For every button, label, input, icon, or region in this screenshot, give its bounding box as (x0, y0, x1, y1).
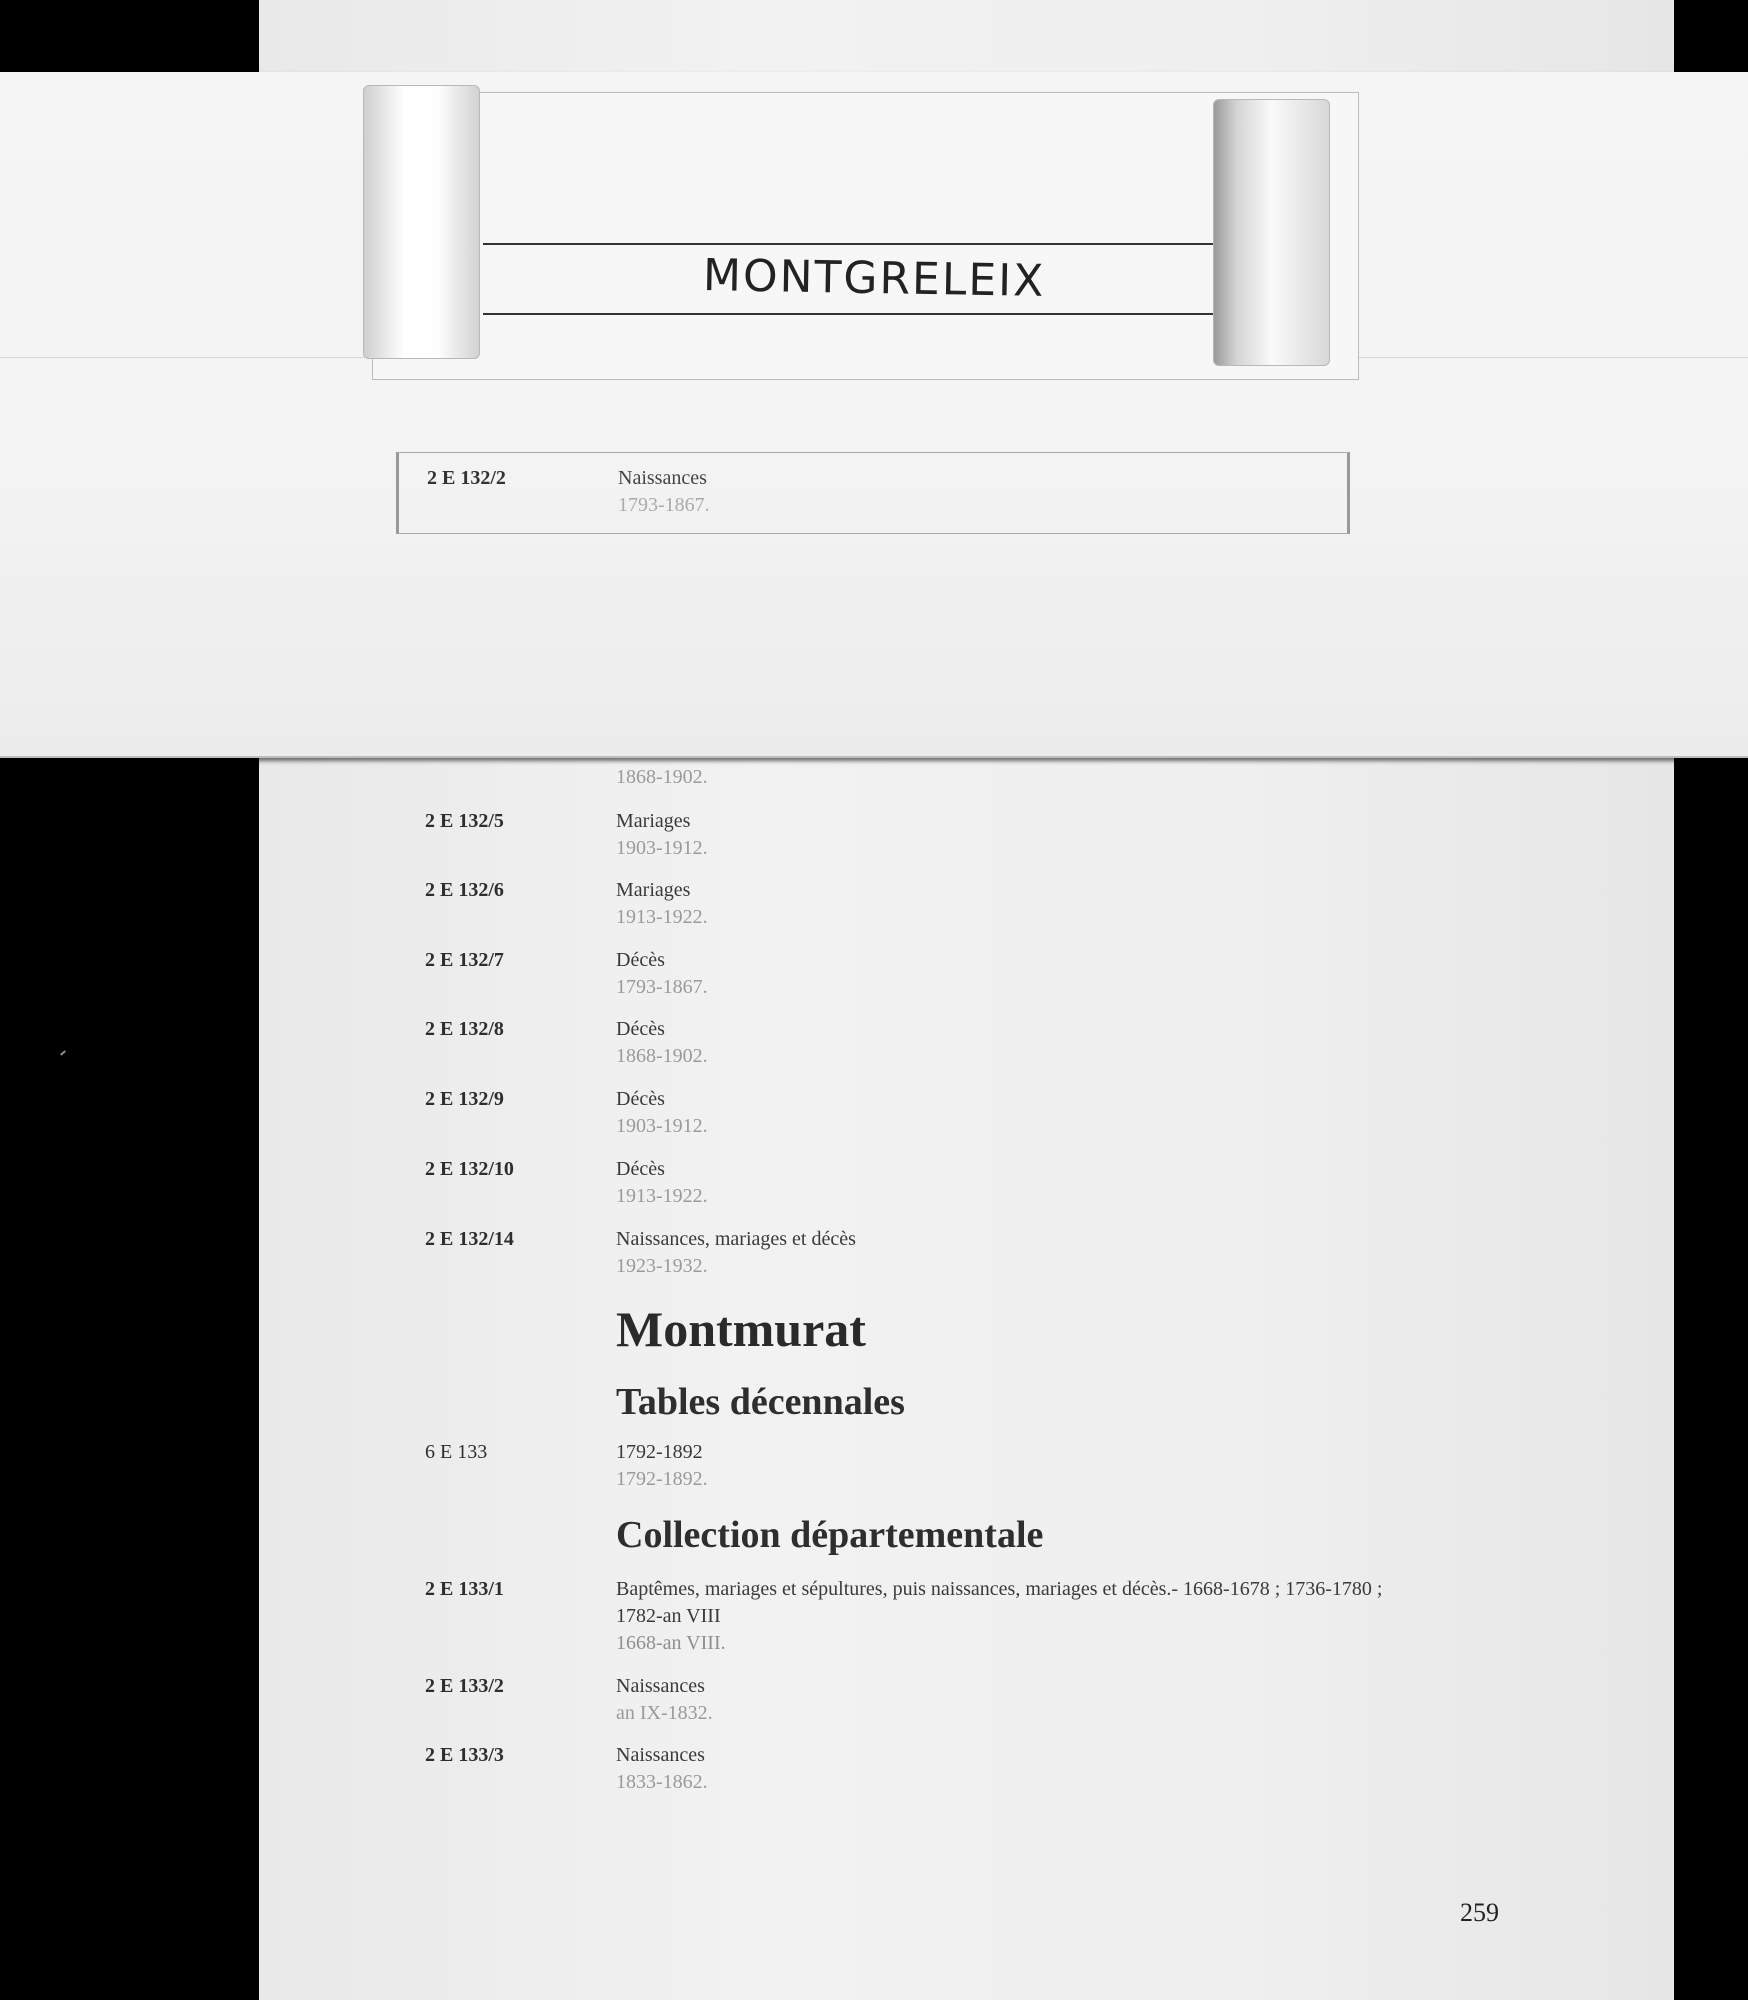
record-code: 2 E 132/5 (425, 810, 504, 832)
tape-left (363, 85, 480, 359)
record-date: 1913-1922. (616, 1185, 708, 1207)
record-code: 2 E 133/1 (425, 1578, 504, 1600)
partial-record-date: 1868-1902. (616, 766, 708, 788)
record-code: 2 E 132/9 (425, 1088, 504, 1110)
dust-speck (60, 1050, 66, 1055)
record-date: 1668-an VIII. (616, 1632, 726, 1654)
section-heading-collection: Collection départementale (616, 1514, 1044, 1556)
record-title: Naissances (618, 467, 707, 489)
record-code: 2 E 133/2 (425, 1675, 504, 1697)
record-code: 2 E 132/8 (425, 1018, 504, 1040)
record-title: Naissances, mariages et décès (616, 1228, 856, 1250)
record-code: 6 E 133 (425, 1441, 488, 1463)
record-title: Mariages (616, 879, 691, 901)
record-date: 1903-1912. (616, 1115, 708, 1137)
record-code: 2 E 133/3 (425, 1744, 504, 1766)
label-rule-bottom (483, 313, 1243, 315)
record-title: Baptêmes, mariages et sépultures, puis naissances, mariages et décès.- 1668-1678 ; 1736-1780 ; (616, 1578, 1383, 1600)
page-number: 259 (1460, 1898, 1499, 1927)
record-code: 2 E 132/14 (425, 1228, 514, 1250)
record-title: Mariages (616, 810, 691, 832)
first-record-box (396, 452, 1350, 534)
record-date: an IX-1832. (616, 1702, 713, 1724)
label-strip (372, 92, 1359, 380)
record-code: 2 E 132/6 (425, 879, 504, 901)
record-title: Décès (616, 1088, 665, 1110)
commune-heading: Montmurat (616, 1301, 866, 1357)
record-date: 1792-1892. (616, 1468, 708, 1490)
record-date: 1833-1862. (616, 1771, 708, 1793)
folder-flap (0, 72, 1748, 758)
record-code: 2 E 132/2 (427, 467, 506, 489)
record-date: 1793-1867. (616, 976, 708, 998)
record-date: 1923-1932. (616, 1255, 708, 1277)
record-title: Décès (616, 949, 665, 971)
record-title: Décès (616, 1018, 665, 1040)
label-rule-top (483, 243, 1243, 245)
record-title: 1792-1892 (616, 1441, 703, 1463)
record-title: Décès (616, 1158, 665, 1180)
record-code: 2 E 132/7 (425, 949, 504, 971)
record-date: 1903-1912. (616, 837, 708, 859)
tape-right (1213, 99, 1330, 366)
record-code: 2 E 132/10 (425, 1158, 514, 1180)
record-date: 1868-1902. (616, 1045, 708, 1067)
record-date: 1793-1867. (618, 494, 710, 516)
record-title-continued: 1782-an VIII (616, 1605, 721, 1627)
section-heading-tables: Tables décennales (616, 1381, 905, 1423)
record-title: Naissances (616, 1675, 705, 1697)
record-title: Naissances (616, 1744, 705, 1766)
label-title: MONTGRELEIX (702, 250, 1046, 307)
record-date: 1913-1922. (616, 906, 708, 928)
